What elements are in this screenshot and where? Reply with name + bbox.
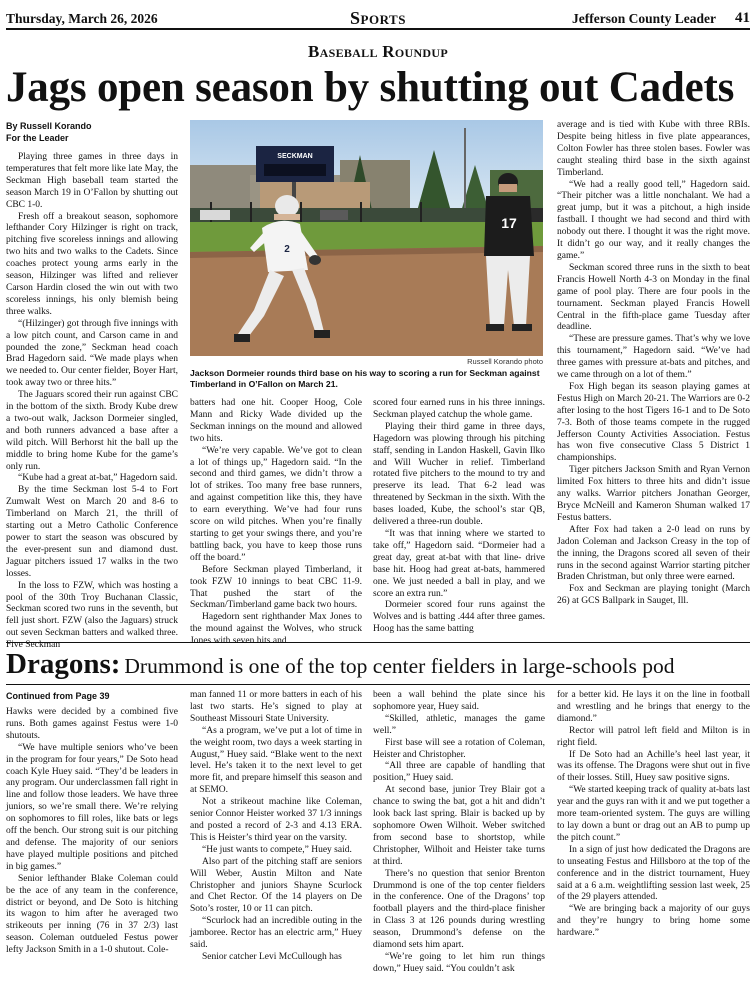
masthead [6,8,750,30]
divider [6,642,750,643]
paragraph: batters had one hit. Cooper Hoog, Cole Mann and Ricky Wade divided up the Seckman innings on the mound and allowed two hits. [190,398,362,444]
paragraph: “(Hilzinger) got through five innings with a low pitch count, and Carson came in and pounded the zone,” Seckman head coach Brad Hagedorn said. “We made plays when we needed to. Our center fielder, Boyer Hart, took away two or three hits.” [6,318,178,389]
page-number: 41 [735,10,750,26]
dragons-headline [6,646,750,687]
paragraph: “We’re going to let him run things down,” Huey said. “You couldn’t ask [373,951,545,974]
photo-caption: Jackson Dormeier rounds third base on his way to scoring a run for Seckman against Timberland in O’Fallon on March 21. [190,368,540,389]
dragons-headline-deck: Drummond is one of the top center fielders in large-schools pod [124,654,675,678]
paragraph: Hawks were decided by a combined five runs. Both games against Festus were 1-0 shutouts. [6,707,178,741]
paragraph: Playing their third game in three days, Hagedorn was plowing through his pitching staff, sending in Landon Haskell, Gavin Ilko and Will Wucher in relief. Timberland rotated five pitchers to the mound to try and preserve its lead. That 6-2 lead was threatened by Seckman in the sixth. With the bases loaded, Kube, the school’s star QB, delivered a three-run double. [373,421,545,528]
article-column-1 [6,152,178,651]
paragraph: “Scurlock had an incredible outing in the jamboree. Rector has an electric arm,” Huey said. [190,916,362,951]
paragraph: Also part of the pitching staff are seniors Will Weber, Austin Milton and Nate Christopher and juniors Shayne Scurlock and Chet Rector. Of the 14 players on De Soto’s roster, 10 or 11 can pitch. [190,856,362,915]
paragraph: Rector will patrol left field and Milton is in right field. [557,725,750,748]
paragraph: Before Seckman played Timberland, it took FZW 10 innings to beat CBC 11-9. That pushed the start of the Seckman/Timberland game back two hours. [190,564,362,611]
paragraph: At second base, junior Trey Blair got a chance to swing the bat, got a hit and didn’t look back last spring. Blair is backed up by sophomore Owen Wilhoit. Weber switched from second base to shortstop, while Christopher, Wilhoit and Heister take turns at third. [373,785,545,867]
paragraph: “It was that inning where we started to take off,” Hagedorn said. “Dormeier had a great day, great at-bat with that line- drive base hit. Hoog had great at-bats, hammered one. We just needed a ball in play, and we score an extra run.” [373,528,545,599]
dragons-column-1-body [6,707,178,957]
paragraph: Dormeier scored four runs against the Wolves and is batting .444 after three games. Hoog has the same batting [373,600,545,635]
paragraph: Fox and Seckman are playing tonight (March 26) at GCS Ballpark in Sauget, Ill. [557,584,750,607]
article-column-2 [190,398,362,647]
paragraph: The Jaguars scored their run against CBC in the bottom of the sixth. Brody Kube drew a two-out walk, Jackson Dormeier singled, and both runners advanced a base after a wild pitch. Will Berhorst hit the ball up the middle to bring home Kube for the game’s only run. [6,390,178,472]
continued-note: Continued from Page 39 [6,691,110,701]
section-name: Sports [350,8,406,28]
photo-illustration [190,120,543,356]
paragraph: man fanned 11 or more batters in each of his last two starts. He’s signed to play at Southeast Missouri State University. [190,690,362,724]
dragons-column-1 [6,690,178,978]
paragraph: Playing three games in three days in temperatures that felt more like late May, the Seckman High baseball team started the season March 19 in O’Fallon by shutting out CBC 1-0. [6,152,178,210]
paragraph: After Fox had taken a 2-0 lead on runs by Jadon Coleman and Jackson Creasy in the top of the inning, the Dragons scored all seven of their runs in the second against Warrior starting pitcher Braden Christman, but only three were earned. [557,524,750,583]
paragraph: In the loss to FZW, which was hosting a pool of the 30th Troy Buchanan Classic, Seckman scored two runs in the seventh, but fell just short. FZW (also the Jaguars) struck out seven Seckman batters and walked three. Five Seckman [6,580,178,651]
byline-author: By Russell Korando [6,121,92,131]
paragraph: “We are bringing back a majority of our guys and they’re hungry to bring home some hardware.” [557,904,750,939]
paragraph: scored four earned runs in his three innings. Seckman played catchup the whole game. [373,398,545,420]
paragraph: “We started keeping track of quality at-bats last year and the guys ran with it and we put together a more team-oriented system. The guys are willing to lay down a bunt or drag out an AB to pump up the pitch count.” [557,785,750,843]
dragons-column-4 [557,690,750,978]
scoreboard-label: SECKMAN [277,153,313,160]
paragraph: Fox High began its season playing games at Festus High on March 20-21. The Warriors are 0-2 after losing to the host Tigers 16-1 and to De Soto 7-3. Both of those teams compete in the rugged Jefferson County Activities Association. Festus has won five consecutive Class 5 District 1 championships. [557,381,750,464]
paragraph: “We had a really good tell,” Hagedorn said. “Their pitcher was a little nonchalant. We had a great jump, but it was a pitchout, a high inside fastball. I thought we had second and third with nobody out there. I thought it was the right move. It didn’t go our way, and it really changes the game.” [557,179,750,261]
paragraph: Fresh off a breakout season, sophomore lefthander Cory Hilzinger is right on track, pitching five scoreless innings and allowing two hits and two walks to the Cadets. Since coaches protect young arms early in the season, Hilzinger was lifted and reliever Carson Hardin closed the win out with two scoreless innings, his only blemish being three walks. [6,211,178,317]
article-column-3 [373,398,545,635]
paragraph: Seckman scored three runs in the sixth to beat Francis Howell North 4-3 on Monday in the final game of pool play. There are four pools in the tournament. Seckman played Francis Howell Central in the fifth-place game Tuesday after deadline. [557,262,750,333]
coach-jersey-number: 17 [501,215,517,231]
article-column-4 [557,120,750,635]
paragraph: Hagedorn sent righthander Max Jones to the mound against the Wolves, who struck Jones with seven hits and [190,612,362,647]
photo-credit: Russell Korando photo [467,357,543,366]
article-headline: Jags open season by shutting out Cadets [6,64,735,111]
section-kicker: Baseball Roundup [307,42,448,61]
baseball-photo [190,120,543,356]
paragraph: By the time Seckman lost 5-4 to Fort Zumwalt West on March 20 and 8-6 to Timberland on March 21, the thrill of starting out a Metro Catholic Conference power to start the season was obscured by the ever-present sun and diamond dust. Jaguar pitchers issued 17 walks in the two losses. [6,485,178,579]
paragraph: “These are pressure games. That’s why we love this tournament,” Hagedorn said. “We’ve had three games with pressure at-bats and pitches, and we came through on a lot of them.” [557,334,750,381]
paragraph: In a sign of just how dedicated the Dragons are to unseating Festus and Hillsboro at the top of the conference and in the district tournament, Huey said at a 6 a.m. weightlifting session last week, 25 of the 29 players attended. [557,844,750,903]
paragraph: “We have multiple seniors who’ve been in the program for four years,” De Soto head coach Kyle Huey said. “They’d be leaders in any program. Our underclassmen fall right in line and follow those leaders. We have three juniors, so we’re small there. We’re relying on sophomores to fill roles, like bats or legs off the bench. Our strong suit is our pitching and defense. The majority of our seniors have played multiple positions and pitched in big games.” [6,742,178,872]
paper-name: Jefferson County Leader [572,11,716,26]
paragraph: “All three are capable of handling that position,” Huey said. [373,761,545,784]
divider [6,684,750,685]
paragraph: Not a strikeout machine like Coleman, senior Connor Heister worked 37 1/3 innings and posted a record of 2-3 and 4.13 ERA. This is Heister’s third year on the varsity. [190,797,362,843]
paragraph: If De Soto had an Achille’s heel last year, it was its offense. The Dragons were shut out in five of their losses. Still, Huey saw positive signs. [557,749,750,784]
issue-date: Thursday, March 26, 2026 [6,11,158,26]
paragraph: Senior catcher Levi McCullough has [202,951,342,962]
light-pole [464,128,466,218]
dragons-column-2 [190,690,362,978]
dragons-column-3 [373,690,545,978]
paragraph: average and is tied with Kube with three RBIs. Despite being hitless in five plate appearances, Colton Fowler has three stolen bases. Fowler was caught stealing third base in the sixth against Timberland. [557,120,750,178]
byline-role: For the Leader [6,133,69,143]
paragraph: “He just wants to compete,” Huey said. [202,844,352,855]
paragraph: Tiger pitchers Jackson Smith and Ryan Vernon limited Fox hitters to three hits and didn’t issue any walks. Warrior pitchers Jonathan Georger, Bryce McNeill and Kameron Shuman walked 17 Festus batters. [557,465,750,523]
paragraph: “Kube had a great at-bat,” Hagedorn said. [18,473,178,484]
paragraph: “Skilled, athletic, manages the game well.” [373,713,545,736]
paragraph: Senior lefthander Blake Coleman could be the ace of any team in the conference, district or beyond, and De Soto is hitching its wagon to him after he averaged two strikeouts per inning (76 in 37 2/3) last season. Coleman outdueled Festus power lefty Jackson Smith in a 1-0 shutout. Cole- [6,873,178,956]
paragraph: “As a program, we’ve put a lot of time in the weight room, two days a week starting in August,” Huey said. “Blake went to the next level. He’s taken it to the next level to get more fit, and prepare himself this season and at SEMO. [190,725,362,796]
runner-jersey-number: 2 [284,244,290,255]
paragraph: been a wall behind the plate since his sophomore year, Huey said. [373,690,545,712]
dragons-headline-word: Dragons: [6,648,121,680]
paragraph: There’s no question that senior Brenton Drummond is one of the top center fielders in the conference. One of the Dragons’ top football players and the third-place finisher in Class 3 at 126 pounds during wrestling season, Drummond’s defense on the diamond sets him apart. [373,868,545,951]
paragraph: for a better kid. He lays it on the line in football and wrestling and he brings that energy to the diamond.” [557,690,750,724]
paragraph: “We’re very capable. We’ve got to clean a lot of things up,” Hagedorn said. “In the second and third games, we didn’t throw a lot of strikes. Too many free base runners, and against competition like this, they have to earn everything. We’ve had four runs score on wild pitches. When you’re finally starting to get your swings there, and you’re battling back, you have to keep those runs off the board.” [190,445,362,563]
paragraph: First base will see a rotation of Coleman, Heister and Christopher. [373,737,545,760]
byline [6,120,178,144]
